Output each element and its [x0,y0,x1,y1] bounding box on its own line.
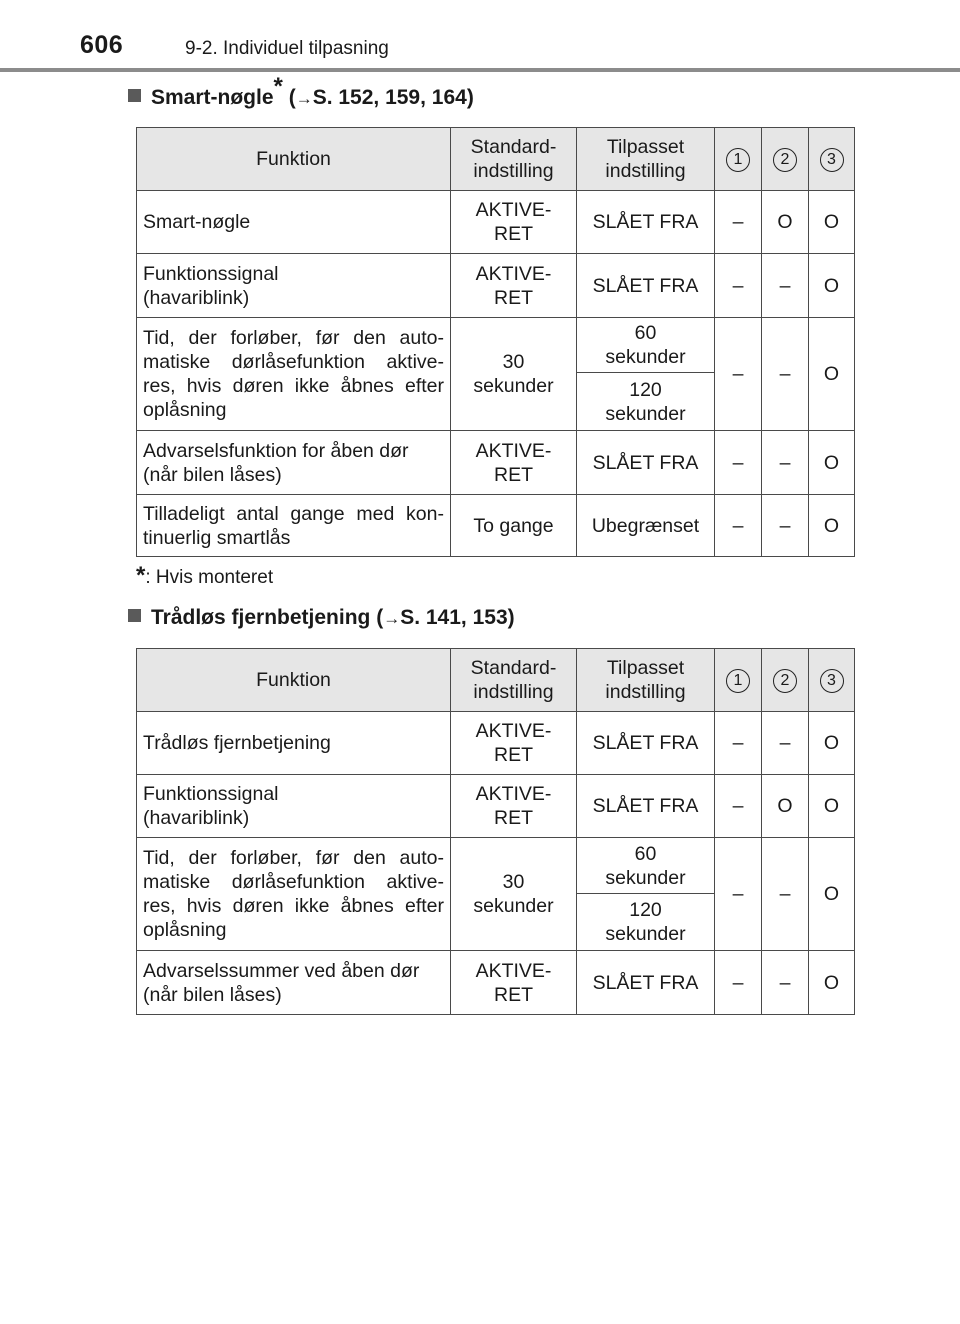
table-row: Funktionssignal (havariblink) AKTIVE- RET SLÅET FRA – O O [137,775,855,838]
header-divider [0,68,960,72]
header-custom: Tilpasset indstilling [577,649,715,712]
table-header-row [137,128,855,191]
footnote-text: : Hvis monteret [145,567,274,588]
page-number: 606 [80,31,124,59]
section-title-smart-key: Smart-nøgle* (→S. 152, 159, 164) [128,86,474,110]
circled-1-icon: 1 [726,669,750,693]
wireless-remote-settings-table [136,648,855,1015]
table-header-row [137,649,855,712]
header-default: Standard- indstilling [451,128,577,191]
footnote [136,562,273,590]
header-circle-1 [715,649,762,712]
table-row: Advarselsfunktion for åben dør (når bilen låses) AKTIVE- RET SLÅET FRA – – O [137,431,855,495]
table-row: 120 sekunder [137,894,855,951]
arrow-icon: → [383,609,401,628]
header-circle-3 [809,128,855,191]
header-custom: Tilpasset indstilling [577,128,715,191]
header-circle-3 [809,649,855,712]
circled-3-icon: 3 [820,148,844,172]
asterisk-marker: * [136,562,146,589]
table-row: Smart-nøgle AKTIVE- RET SLÅET FRA – O O [137,191,855,254]
circled-2-icon: 2 [773,148,797,172]
table-row: Funktionssignal (havariblink) AKTIVE- RET SLÅET FRA – – O [137,254,855,318]
header-default: Standard- indstilling [451,649,577,712]
page-reference[interactable]: S. 152, 159, 164) [312,86,474,109]
section-title-text: Smart-nøgle [151,86,274,109]
table-row: 120 sekunder [137,373,855,431]
section-title-text: Trådløs fjernbetjening [151,606,371,629]
header-circle-1 [715,128,762,191]
asterisk-marker: * [273,73,283,100]
section-title-wireless-remote: Trådløs fjernbetjening (→S. 141, 153) [128,606,515,630]
table-row: Tid, der forløber, før den auto-matiske dørlåsefunktion aktive-res, hvis døren ikke åbnes efter oplåsning 30 sekunder 60 sekunder – – O [137,318,855,373]
table-row: Advarselssummer ved åben dør (når bilen låses) AKTIVE- RET SLÅET FRA – – O [137,951,855,1015]
header-function: Funktion [137,649,451,712]
table-row: Trådløs fjernbetjening AKTIVE- RET SLÅET FRA – – O [137,712,855,775]
table-row: Tid, der forløber, før den auto-matiske dørlåsefunktion aktive-res, hvis døren ikke åbnes efter oplåsning 30 sekunder 60 sekunder – – O [137,838,855,894]
arrow-icon: → [295,89,313,108]
chapter-title: 9-2. Individuel tilpasning [185,38,389,59]
header-circle-2 [762,128,809,191]
page-reference[interactable]: S. 141, 153) [400,606,515,629]
table-row: Tilladeligt antal gange med kon-tinuerlig smartlås To gange Ubegrænset – – O [137,495,855,557]
circled-1-icon: 1 [726,148,750,172]
bullet-square-icon [128,609,141,622]
circled-2-icon: 2 [773,669,797,693]
header-circle-2 [762,649,809,712]
smart-key-settings-table [136,127,855,557]
bullet-square-icon [128,89,141,102]
page-header [0,0,960,80]
circled-3-icon: 3 [820,669,844,693]
header-function: Funktion [137,128,451,191]
